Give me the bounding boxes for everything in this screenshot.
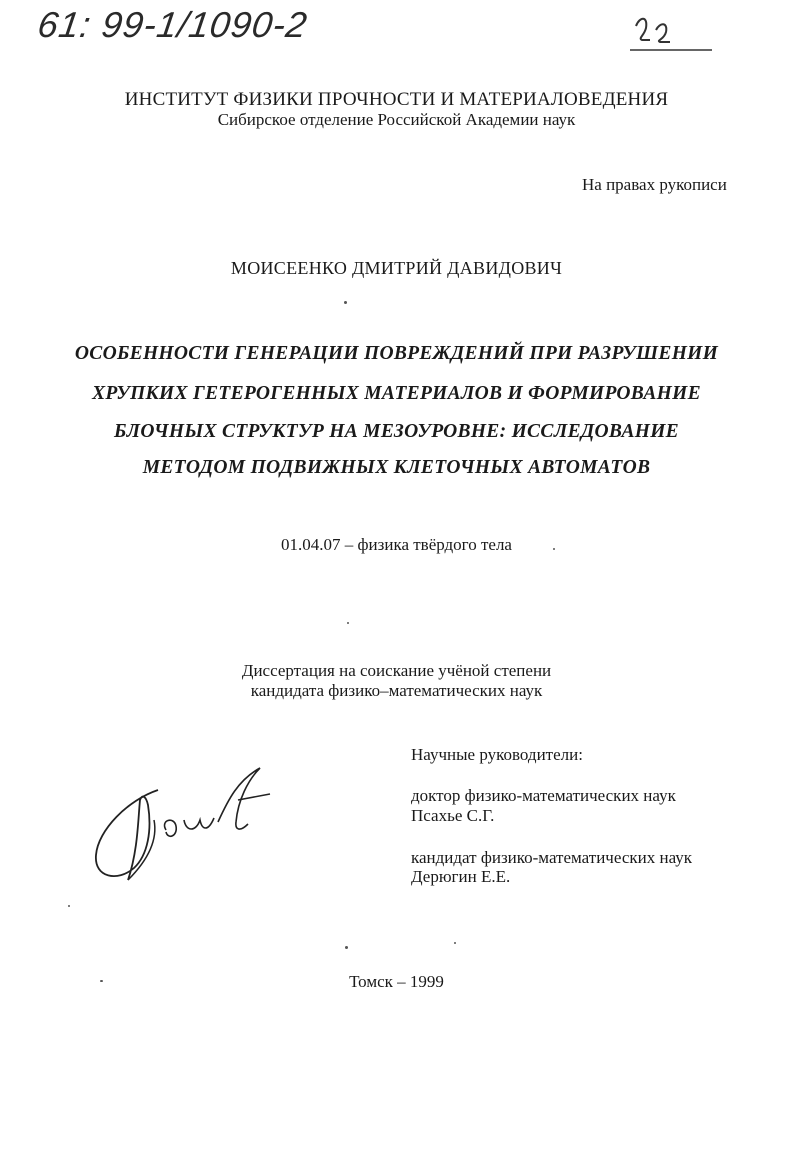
scan-speck (345, 946, 348, 949)
place-year: Томск – 1999 (349, 972, 444, 991)
institute-branch: Сибирское отделение Российской Академии наук (217, 110, 576, 129)
dissertation-degree-line: кандидата физико–математических наук (250, 681, 543, 700)
rights-note: На правах рукописи (582, 175, 727, 194)
scan-speck (100, 980, 103, 982)
thesis-title-line: МЕТОДОМ ПОДВИЖНЫХ КЛЕТОЧНЫХ АВТОМАТОВ (142, 457, 651, 478)
advisor-degree: кандидат физико-математических наук (411, 848, 693, 867)
scan-speck (344, 301, 347, 304)
specialty-code: 01.04.07 – физика твёрдого тела (281, 535, 512, 554)
thesis-title-line: ОСОБЕННОСТИ ГЕНЕРАЦИИ ПОВРЕЖДЕНИЙ ПРИ РАЗРУШЕНИИ (74, 343, 719, 364)
scan-speck (347, 622, 349, 624)
corner-handwritten-mark (626, 6, 716, 56)
scan-speck (553, 548, 555, 550)
archive-code: 61: 99-1/1090-2 (35, 4, 311, 45)
author-signature (88, 760, 278, 890)
advisor-name: Псахье С.Г. (411, 806, 495, 825)
advisors-heading: Научные руководители: (411, 745, 583, 764)
advisor-degree: доктор физико-математических наук (411, 786, 676, 805)
thesis-title-line: БЛОЧНЫХ СТРУКТУР НА МЕЗОУРОВНЕ: ИССЛЕДОВАНИЕ (113, 421, 679, 442)
author-name: МОИСЕЕНКО ДМИТРИЙ ДАВИДОВИЧ (230, 258, 563, 278)
thesis-title-line: ХРУПКИХ ГЕТЕРОГЕННЫХ МАТЕРИАЛОВ И ФОРМИРОВАНИЕ (92, 383, 701, 404)
dissertation-degree-line: Диссертация на соискание учёной степени (241, 661, 552, 680)
scan-speck (454, 942, 456, 944)
institute-name: ИНСТИТУТ ФИЗИКИ ПРОЧНОСТИ И МАТЕРИАЛОВЕДЕНИЯ (124, 89, 669, 110)
scan-speck (68, 905, 70, 907)
advisor-name: Дерюгин Е.Е. (411, 867, 511, 886)
